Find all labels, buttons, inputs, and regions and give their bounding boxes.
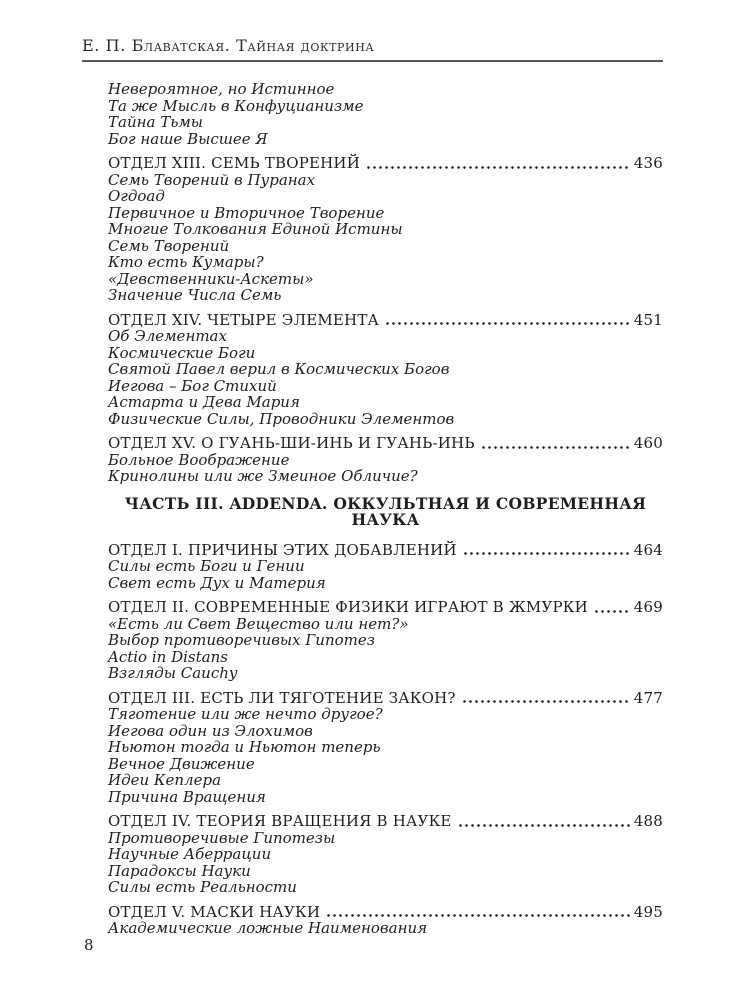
- dot-leader: [595, 609, 631, 614]
- toc-entry: Та же Мысль в Конфуцианизме: [108, 96, 364, 115]
- toc-entry: «Девственники-Аскеты»: [108, 269, 314, 288]
- toc-entry: Бог наше Высшее Я: [108, 129, 268, 148]
- toc-section-row: [108, 599, 663, 616]
- toc-section-title: ОТДЕЛ V. МАСКИ НАУКИ: [108, 902, 321, 921]
- toc-section-title: ОТДЕЛ XV. О ГУАНЬ-ШИ-ИНЬ И ГУАНЬ-ИНЬ: [108, 434, 475, 452]
- toc-page-number: 436: [633, 154, 663, 172]
- toc-page-number: 495: [633, 902, 663, 921]
- toc-entry: Физические Силы, Проводники Элементов: [108, 409, 455, 428]
- dot-leader: [459, 823, 631, 828]
- dot-leader: [463, 699, 631, 704]
- toc-section-row: [108, 813, 663, 830]
- toc-page-number: 460: [633, 434, 663, 452]
- toc-entry: Научные Аберрации: [108, 845, 272, 863]
- toc-entry: Противоречивые Гипотезы: [108, 828, 336, 847]
- part-heading: ЧАСТЬ III. ADDENDA. ОККУЛЬТНАЯ И СОВРЕМЕННАЯ НАУКА: [124, 493, 647, 529]
- toc-entry: «Есть ли Свет Вещество или нет?»: [108, 614, 409, 633]
- toc-section: [108, 904, 663, 937]
- dot-leader: [464, 551, 631, 556]
- toc-section-row: [108, 542, 663, 559]
- toc-section: [108, 435, 663, 485]
- toc-entry: Больное Воображение: [108, 450, 290, 469]
- toc-page-number: 477: [633, 688, 663, 707]
- toc-page-number: 469: [633, 598, 663, 616]
- toc-entry: Академические ложные Наименования: [108, 919, 428, 937]
- toc-section: [108, 312, 663, 428]
- toc-entry: Тяготение или же нечто другое?: [108, 705, 383, 723]
- toc-entry: Святой Павел верил в Космических Богов: [108, 360, 450, 378]
- toc-entry: Иегова один из Элохимов: [108, 721, 313, 740]
- footer-page-number: 8: [84, 936, 94, 954]
- toc-entry: Космические Боги: [108, 343, 256, 362]
- toc-intro-entries: [108, 81, 663, 147]
- toc-section: [108, 155, 663, 304]
- toc-page-number: 464: [633, 540, 663, 559]
- toc-entry: Огдоад: [108, 187, 165, 205]
- toc-entry: Вечное Движение: [108, 754, 255, 773]
- toc-entry: Иегова – Бог Стихий: [108, 376, 277, 395]
- toc-section-row: [108, 904, 663, 921]
- toc-section-row: [108, 312, 663, 329]
- toc-page-number: 451: [633, 310, 663, 329]
- toc-entry: Первичное и Вторичное Творение: [108, 203, 385, 222]
- toc-section: [108, 599, 663, 682]
- toc-entry: Силы есть Боги и Гении: [108, 557, 305, 575]
- dot-leader: [386, 321, 631, 326]
- toc-entry: Кринолины или же Змеиное Обличие?: [108, 467, 418, 485]
- toc-section-row: [108, 690, 663, 707]
- toc-section-title: ОТДЕЛ III. ЕСТЬ ЛИ ТЯГОТЕНИЕ ЗАКОН?: [108, 688, 456, 707]
- toc-entry: Actio in Distans: [108, 647, 228, 666]
- toc-entry: Значение Числа Семь: [108, 286, 282, 304]
- toc-entry: Силы есть Реальности: [108, 878, 297, 896]
- toc-page-number: 488: [633, 812, 663, 830]
- toc-entry: Взгляды Cauchy: [108, 664, 238, 682]
- toc-entry: Тайна Тьмы: [108, 113, 204, 131]
- toc-section-title: ОТДЕЛ II. СОВРЕМЕННЫЕ ФИЗИКИ ИГРАЮТ В ЖМУРКИ: [108, 598, 588, 616]
- toc-section-title: ОТДЕЛ I. ПРИЧИНЫ ЭТИХ ДОБАВЛЕНИЙ: [108, 540, 457, 559]
- toc-section: [108, 813, 663, 896]
- toc-entry: Кто есть Кумары?: [108, 253, 264, 271]
- toc: [108, 81, 663, 937]
- running-header: Е. П. Блаватская. Тайная доктрина: [82, 36, 663, 62]
- dot-leader: [482, 445, 631, 450]
- toc-entry: Невероятное, но Истинное: [108, 80, 335, 98]
- toc-entry: Ньютон тогда и Ньютон теперь: [108, 738, 381, 756]
- toc-entry: Идеи Кеплера: [108, 771, 222, 789]
- toc-entry: Астарта и Дева Мария: [108, 393, 300, 411]
- dot-leader: [367, 165, 631, 170]
- toc-entry: Парадоксы Науки: [108, 861, 251, 880]
- toc-section-row: [108, 435, 663, 452]
- toc-entry: Многие Толкования Единой Истины: [108, 220, 403, 238]
- toc-entry: Об Элементах: [108, 327, 227, 345]
- toc-section: [108, 542, 663, 592]
- dot-leader: [327, 913, 631, 918]
- toc-section-title: ОТДЕЛ XIII. СЕМЬ ТВОРЕНИЙ: [108, 154, 360, 172]
- toc-entry: Семь Творений в Пуранах: [108, 170, 316, 189]
- toc-entry: Причина Вращения: [108, 787, 266, 806]
- toc-section: [108, 690, 663, 806]
- toc-section-title: ОТДЕЛ IV. ТЕОРИЯ ВРАЩЕНИЯ В НАУКЕ: [108, 812, 452, 830]
- toc-section-row: [108, 155, 663, 172]
- toc-section-title: ОТДЕЛ XIV. ЧЕТЫРЕ ЭЛЕМЕНТА: [108, 310, 380, 329]
- toc-entry: Выбор противоречивых Гипотез: [108, 631, 375, 649]
- toc-entry: Свет есть Дух и Материя: [108, 573, 326, 592]
- toc-entry: Семь Творений: [108, 236, 230, 255]
